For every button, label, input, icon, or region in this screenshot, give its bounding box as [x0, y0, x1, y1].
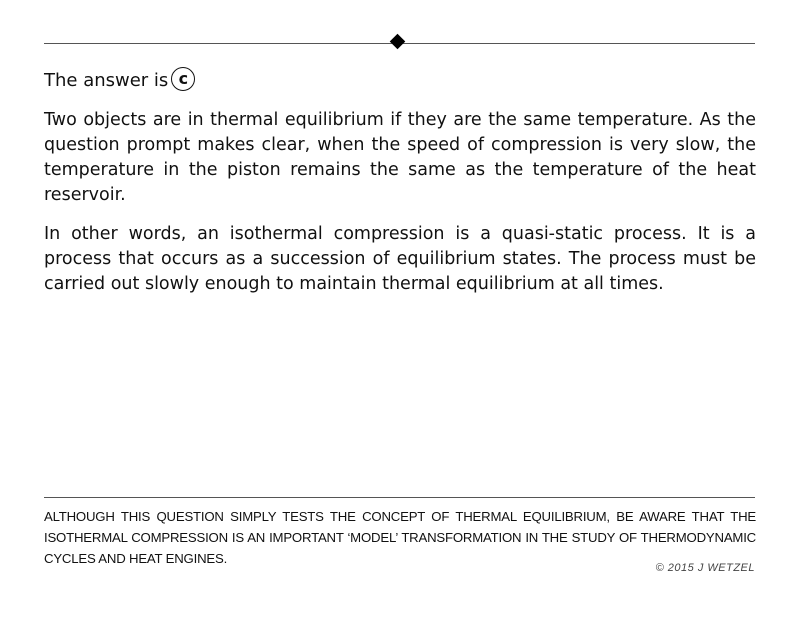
explanation-paragraph-1: Two objects are in thermal equilibrium if they are the same temperature. As the question prompt makes clear, when the speed of compression is very slow, the temperature in the piston remains the same as the temperature of the heat reservoir.: [44, 110, 756, 205]
answer-explanation: [44, 68, 756, 311]
diamond-ornament-icon: [390, 34, 406, 50]
explanation-paragraph-2: In other words, an isothermal compression is a quasi-static process. It is a process that occurs as a succession of equilibrium states. The process must be carried out slowly enough to maintain thermal equilibrium at all times.: [44, 224, 756, 294]
footnote: ALTHOUGH THIS QUESTION SIMPLY TESTS THE CONCEPT OF THERMAL EQUILIBRIUM, BE AWARE THAT THE ISOTHERMAL COMPRESSION IS AN IMPORTANT ‘MODEL’ TRANSFORMATION IN THE STUDY OF THERMODYNAMIC CYCLES AND HEAT ENGINES.: [44, 509, 756, 566]
copyright-notice: © 2015 J WETZEL: [655, 562, 755, 574]
answer-line: [44, 68, 756, 94]
bottom-divider: [44, 497, 755, 498]
answer-letter-badge: c: [171, 67, 195, 91]
answer-prefix: The answer is: [44, 70, 169, 91]
